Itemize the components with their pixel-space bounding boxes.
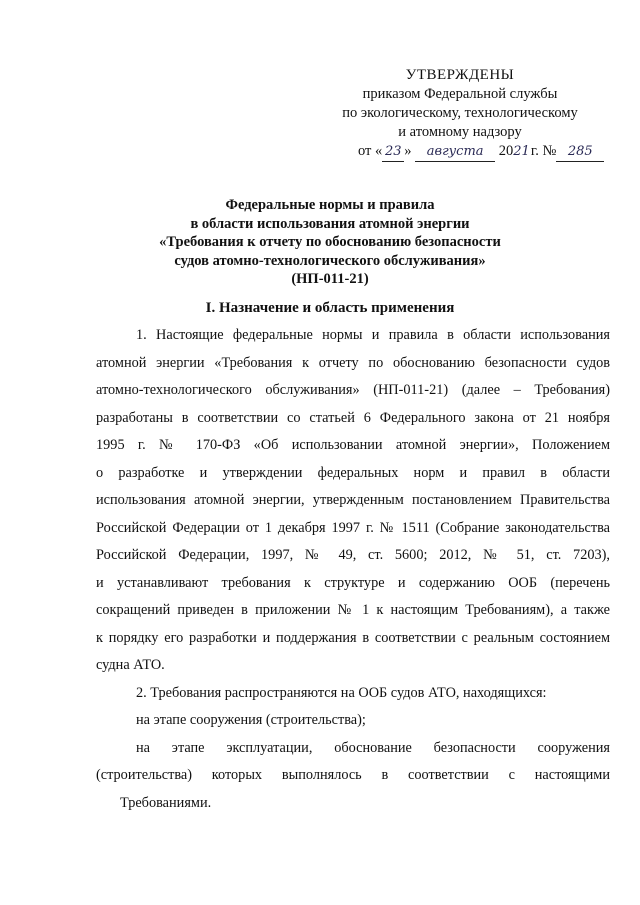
approval-line: по экологическому, технологическому: [342, 105, 578, 121]
body-line: 1995 г. № 170-ФЗ «Об использовании атомной энергии», Положением: [96, 437, 610, 453]
order-number-handwritten: 285: [556, 142, 604, 162]
document-title: [100, 196, 560, 289]
title-line: Федеральные нормы и правила: [225, 197, 435, 213]
order-prefix: от «: [358, 143, 383, 159]
title-code: (НП-011-21): [291, 271, 369, 287]
body-line: сокращений приведен в приложении № 1 к настоящим Требованиям), а также: [96, 602, 610, 618]
body-line: Российской Федерации от 1 декабря 1997 г. № 1511 (Собрание законодательства: [96, 519, 610, 536]
body-line: к порядку его разработки и поддержания в соответствии с реальным состоянием: [96, 629, 610, 646]
body-line: о разработке и утверждении федеральных норм и правил в области: [96, 464, 610, 481]
body-line: разработаны в соответствии со статьей 6 Федерального закона от 21 ноября: [96, 409, 610, 426]
body-line: 1. Настоящие федеральные нормы и правила в области использования: [136, 327, 610, 343]
section-heading: I. Назначение и область применения: [205, 300, 455, 316]
body-line: Российской Федерации, 1997, № 49, ст. 5600; 2012, № 51, ст. 7203),: [96, 547, 610, 563]
body-text: [96, 322, 610, 817]
approval-block: [330, 66, 593, 162]
order-number-label: г. №: [530, 143, 557, 159]
order-line: [330, 142, 593, 162]
body-line: использования атомной энергии, утвержденным постановлением Правительства: [96, 492, 610, 508]
body-line: (строительства) которых выполнялось в соответствии с настоящими: [96, 767, 610, 783]
body-line: на этапе эксплуатации, обоснование безопасности сооружения: [136, 739, 610, 756]
body-line: и устанавливают требования к структуре и содержанию ООБ (перечень: [96, 574, 610, 591]
approval-heading: УТВЕРЖДЕНЫ: [405, 67, 515, 83]
order-day-handwritten: 23: [382, 142, 404, 162]
order-month-handwritten: августа: [415, 142, 495, 162]
body-line: атомной энергии «Требования к отчету по обоснованию безопасности судов: [96, 354, 610, 371]
title-line: в области использования атомной энергии: [190, 215, 470, 232]
body-line: на этапе сооружения (строительства);: [136, 712, 366, 728]
title-line: «Требования к отчету по обоснованию безопасности: [159, 234, 501, 250]
title-line: судов атомно-технологического обслуживания»: [174, 252, 486, 269]
order-year-handwritten: 21: [513, 144, 530, 159]
approval-line: и атомному надзору: [398, 124, 522, 140]
body-line: атомно-технологического обслуживания» (НП-011-21) (далее – Требования): [96, 382, 610, 398]
order-year-prefix: 20: [498, 143, 514, 159]
body-line: 2. Требования распространяются на ООБ судов АТО, находящихся:: [136, 684, 547, 701]
approval-line: приказом Федеральной службы: [362, 86, 558, 102]
body-line: судна АТО.: [96, 657, 165, 673]
order-quote-close: »: [404, 143, 412, 159]
body-line: Требованиями.: [120, 794, 212, 811]
